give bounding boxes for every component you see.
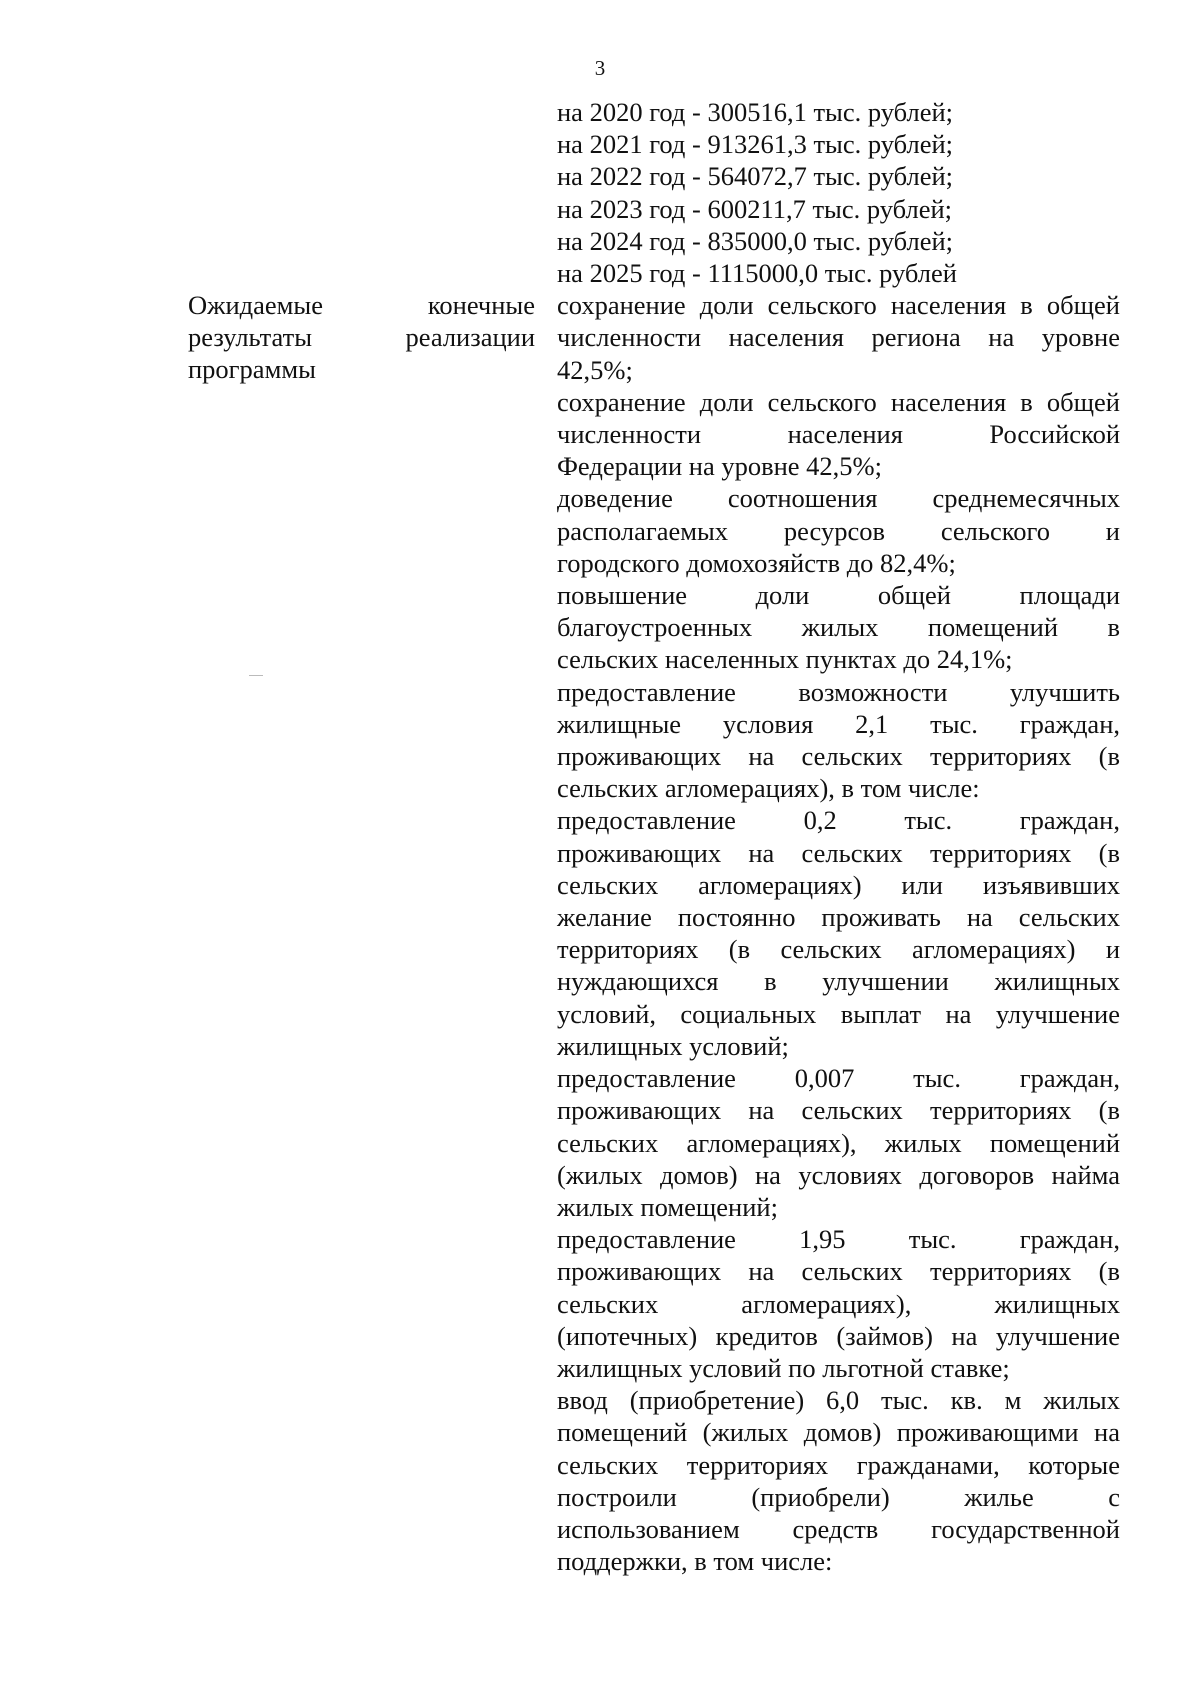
result-item: [557, 676, 1120, 805]
row-values: [557, 96, 1120, 1577]
result-line: поддержки, в том числе:: [557, 1546, 833, 1577]
result-item: [557, 579, 1120, 676]
result-line: проживающих на сельских территориях (в: [557, 837, 1120, 868]
result-line: численности населения региона на уровне: [557, 322, 1120, 353]
result-line: территориях (в сельских агломерациях) и: [557, 934, 1120, 965]
result-line: доведение соотношения среднемесячных: [557, 483, 1120, 514]
funding-line: на 2025 год - 1115000,0 тыс. рублей: [557, 258, 957, 289]
row-label-expected-results: [188, 289, 535, 386]
result-item: [557, 1223, 1120, 1384]
result-item: [557, 386, 1120, 483]
result-line: жилищных условий;: [557, 1030, 789, 1061]
result-line: сельских территориях гражданами, которые: [557, 1449, 1120, 1480]
funding-line: на 2021 год - 913261,3 тыс. рублей;: [557, 129, 953, 160]
result-line: сельских агломерациях), в том числе:: [557, 773, 980, 804]
label-line-3: программы: [188, 354, 316, 385]
label-word: конечные: [427, 290, 535, 320]
result-line: нуждающихся в улучшении жилищных: [557, 966, 1120, 997]
result-line: проживающих на сельских территориях (в: [557, 1095, 1120, 1126]
result-item: [557, 482, 1120, 579]
result-line: сохранение доли сельского населения в общей: [557, 386, 1120, 417]
result-item: [557, 1062, 1120, 1223]
result-line: (ипотечных) кредитов (займов) на улучшение: [557, 1320, 1120, 1351]
expected-results-list: [557, 289, 1120, 1577]
result-line: сельских населенных пунктах до 24,1%;: [557, 644, 1013, 675]
result-line: численности населения Российской: [557, 419, 1120, 450]
result-line: жилых помещений;: [557, 1191, 778, 1222]
result-line: городского домохозяйств до 82,4%;: [557, 547, 956, 578]
result-line: желание постоянно проживать на сельских: [557, 902, 1120, 933]
funding-by-year: [557, 96, 1120, 289]
result-line: предоставление возможности улучшить: [557, 676, 1120, 707]
funding-line: на 2023 год - 600211,7 тыс. рублей;: [557, 193, 953, 224]
result-line: предоставление 0,007 тыс. граждан,: [557, 1063, 1120, 1094]
label-word: Ожидаемые: [188, 290, 323, 320]
result-line: располагаемых ресурсов сельского и: [557, 515, 1120, 546]
result-line: ввод (приобретение) 6,0 тыс. кв. м жилых: [557, 1385, 1120, 1416]
result-line: жилищных условий по льготной ставке;: [557, 1352, 1010, 1383]
result-item: [557, 1384, 1120, 1577]
page-number: 3: [594, 56, 606, 80]
result-line: проживающих на сельских территориях (в: [557, 1256, 1120, 1287]
label-word: реализации: [405, 322, 535, 353]
result-line: использованием средств государственной: [557, 1513, 1120, 1544]
result-line: помещений (жилых домов) проживающими на: [557, 1417, 1120, 1448]
result-line: предоставление 0,2 тыс. граждан,: [557, 805, 1120, 836]
result-line: построили (приобрели) жилье с: [557, 1481, 1120, 1512]
result-item: [557, 289, 1120, 386]
result-line: Федерации на уровне 42,5%;: [557, 451, 882, 482]
label-line-1: [188, 289, 535, 321]
result-line: сельских агломерациях), жилищных: [557, 1288, 1120, 1319]
funding-line: на 2022 год - 564072,7 тыс. рублей;: [557, 161, 953, 192]
result-line: сохранение доли сельского населения в общей: [557, 290, 1120, 321]
result-line: сельских агломерациях), жилых помещений: [557, 1127, 1120, 1158]
label-word: результаты: [188, 322, 312, 353]
result-line: 42,5%;: [557, 354, 633, 385]
result-line: (жилых домов) на условиях договоров найма: [557, 1159, 1120, 1190]
result-line: предоставление 1,95 тыс. граждан,: [557, 1224, 1120, 1255]
funding-line: на 2024 год - 835000,0 тыс. рублей;: [557, 225, 953, 256]
result-line: сельских агломерациях) или изъявивших: [557, 869, 1120, 900]
result-line: проживающих на сельских территориях (в: [557, 741, 1120, 772]
result-line: благоустроенных жилых помещений в: [557, 612, 1120, 643]
result-line: повышение доли общей площади: [557, 580, 1120, 611]
result-line: условий, социальных выплат на улучшение: [557, 998, 1120, 1029]
result-item: [557, 804, 1120, 1062]
label-line-2: [188, 321, 535, 353]
result-line: жилищные условия 2,1 тыс. граждан,: [557, 708, 1120, 739]
scan-mark: [249, 675, 263, 676]
funding-line: на 2020 год - 300516,1 тыс. рублей;: [557, 97, 953, 127]
